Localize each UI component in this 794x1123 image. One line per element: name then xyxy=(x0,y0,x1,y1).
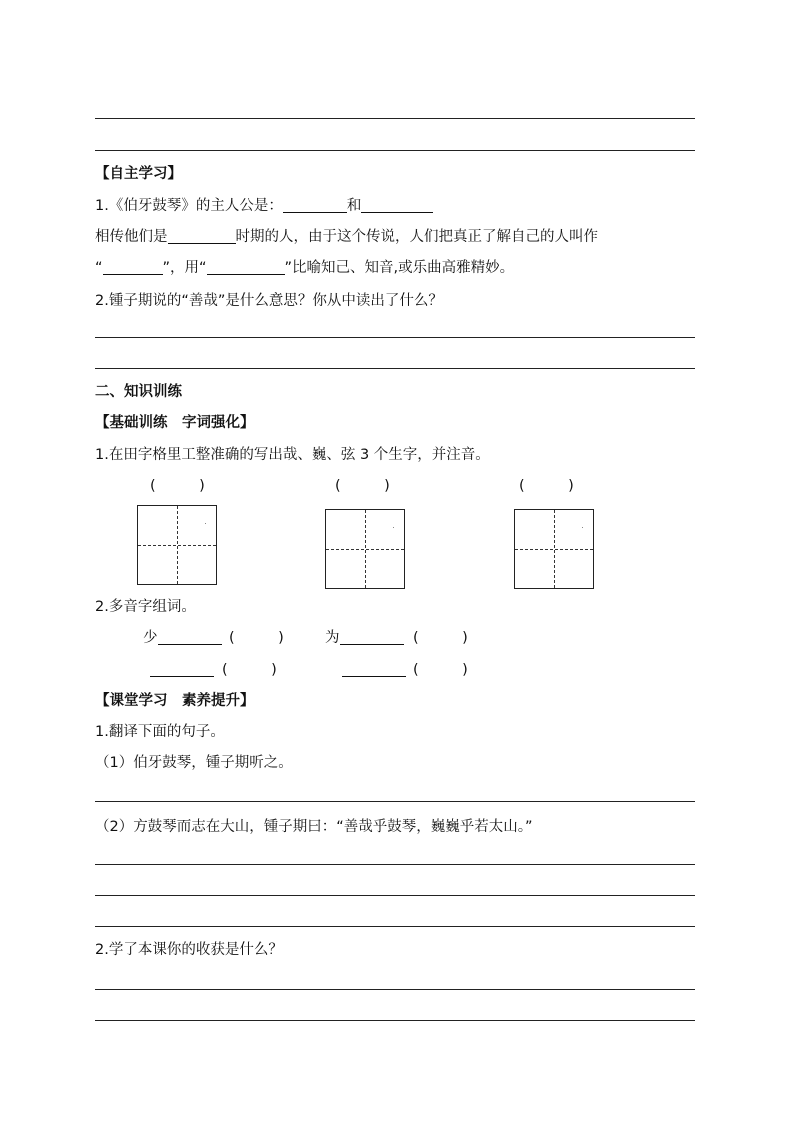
term-blank-2[interactable] xyxy=(207,259,285,275)
char-wei: 为 xyxy=(325,630,340,646)
pinyin-paren[interactable]: ( ) xyxy=(413,662,468,678)
answer-line[interactable] xyxy=(95,926,695,927)
section-basic-heading: 【基础训练 字词强化】 xyxy=(95,415,255,431)
pinyin-paren-3[interactable]: ( ) xyxy=(519,478,574,494)
answer-line[interactable] xyxy=(95,864,695,865)
polyphone-shao-row1 xyxy=(143,629,222,647)
answer-line[interactable] xyxy=(95,1020,695,1021)
basic-q2: 2.多音字组词。 xyxy=(95,599,196,615)
protagonist-blank-2[interactable] xyxy=(361,197,433,213)
q1-line1 xyxy=(95,197,433,215)
answer-line[interactable] xyxy=(95,989,695,990)
answer-line[interactable] xyxy=(95,337,695,338)
pinyin-paren-1[interactable]: ( ) xyxy=(150,478,205,494)
section-self-study-heading: 【自主学习】 xyxy=(95,166,182,182)
polyphone-wei-row1 xyxy=(325,629,404,647)
q1-line2-a: 相传他们是 xyxy=(95,229,168,245)
char-shao: 少 xyxy=(143,630,158,646)
q1-line3-open: “ xyxy=(95,260,103,276)
grid-dot xyxy=(393,527,394,528)
section-knowledge-heading: 二、知识训练 xyxy=(95,384,182,400)
grid-divider xyxy=(138,545,216,546)
grid-divider xyxy=(515,549,593,550)
classroom-q2: 2.学了本课你的收获是什么？ xyxy=(95,942,283,958)
polyphone-wei-row2 xyxy=(342,661,406,679)
pinyin-paren[interactable]: ( ) xyxy=(229,630,284,646)
answer-line[interactable] xyxy=(95,118,695,119)
term-blank-1[interactable] xyxy=(103,259,163,275)
era-blank[interactable] xyxy=(168,228,236,244)
q1-line3-mid: ”，用“ xyxy=(162,260,207,276)
tianzige-grid-1[interactable] xyxy=(137,505,217,585)
word-blank[interactable] xyxy=(150,661,214,677)
tianzige-grid-2[interactable] xyxy=(325,509,405,589)
q1-line2 xyxy=(95,228,598,246)
grid-divider xyxy=(326,549,404,550)
grid-dot xyxy=(582,527,583,528)
tianzige-grid-3[interactable] xyxy=(514,509,594,589)
q1-line3 xyxy=(95,259,514,277)
answer-line[interactable] xyxy=(95,368,695,369)
sentence-2: （2）方鼓琴而志在大山，锺子期曰：“善哉乎鼓琴，巍巍乎若太山。” xyxy=(95,819,533,835)
q2-text: 2.锺子期说的“善哉”是什么意思？你从中读出了什么？ xyxy=(95,293,443,309)
pinyin-paren[interactable]: ( ) xyxy=(222,662,277,678)
answer-line[interactable] xyxy=(95,895,695,896)
answer-line[interactable] xyxy=(95,150,695,151)
basic-q1: 1.在田字格里工整准确的写出哉、巍、弦 3 个生字，并注音。 xyxy=(95,447,490,463)
word-blank[interactable] xyxy=(158,629,222,645)
answer-line[interactable] xyxy=(95,801,695,802)
section-classroom-heading: 【课堂学习 素养提升】 xyxy=(95,693,255,709)
q1-and: 和 xyxy=(346,198,362,214)
word-blank[interactable] xyxy=(342,661,406,677)
word-blank[interactable] xyxy=(340,629,404,645)
grid-dot xyxy=(205,523,206,524)
sentence-1: （1）伯牙鼓琴，锺子期听之。 xyxy=(95,755,293,771)
q1-prefix: 1.《伯牙鼓琴》的主人公是： xyxy=(95,198,283,214)
q1-line2-b: 时期的人，由于这个传说，人们把真正了解自己的人叫作 xyxy=(235,229,598,245)
pinyin-paren-2[interactable]: ( ) xyxy=(335,478,390,494)
polyphone-shao-row2 xyxy=(150,661,214,679)
protagonist-blank-1[interactable] xyxy=(283,197,347,213)
classroom-q1: 1.翻译下面的句子。 xyxy=(95,724,225,740)
pinyin-paren[interactable]: ( ) xyxy=(413,630,468,646)
q1-line3-end: ”比喻知己、知音,或乐曲高雅精妙。 xyxy=(284,260,515,276)
